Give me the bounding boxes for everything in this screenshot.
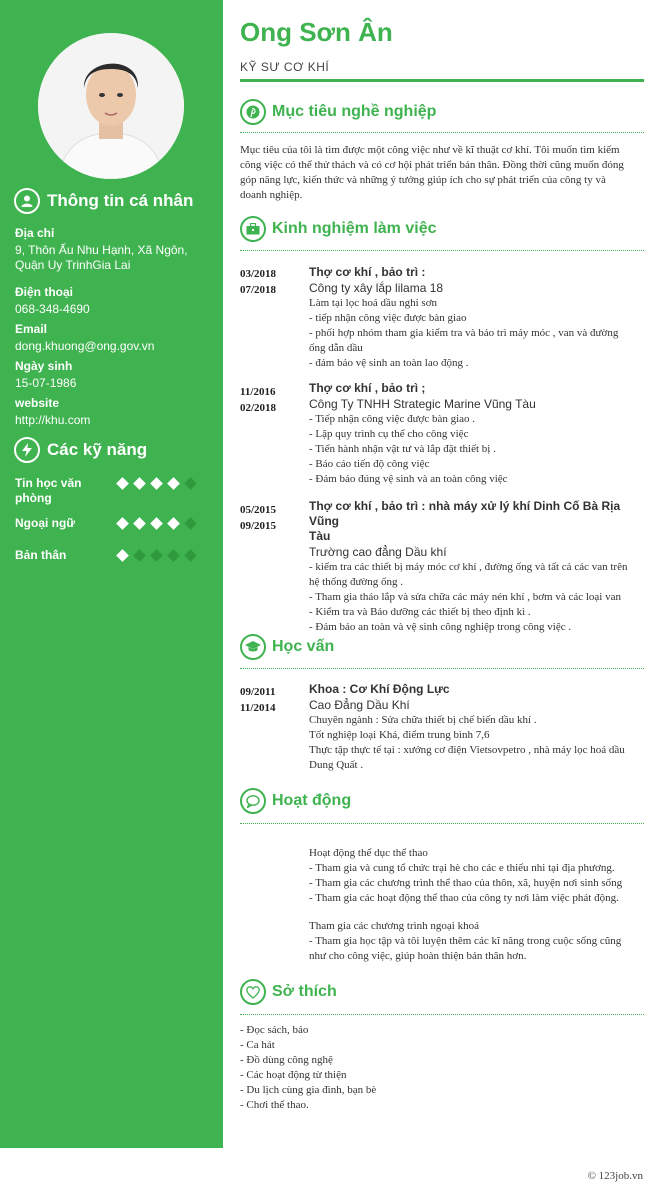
rating-diamond-empty: [150, 549, 163, 562]
rating-diamond-filled: [116, 477, 129, 490]
job-entry: [309, 381, 649, 487]
activity-line: - Tham gia các hoạt động thể thao của công ty nơi làm việc phát động.: [309, 892, 619, 904]
date-to: 02/2018: [240, 402, 277, 414]
job-detail: - Đảm bảo an toàn và vệ sinh công nghiệp trong công việc .: [309, 621, 572, 633]
hobbies-heading: [240, 979, 337, 1005]
job-detail: - kiểm tra các thiết bị máy móc cơ khí , đường ống và tất cả các van trên: [309, 561, 628, 573]
rating-diamond-filled: [150, 477, 163, 490]
skills-title: Các kỹ năng: [47, 440, 148, 459]
job-company: Trường cao đẳng Dầu khí: [309, 545, 447, 559]
education-detail: Chuyên ngành : Sửa chữa thiết bị chế biến dầu khí .: [309, 714, 537, 726]
rating-diamond-filled: [167, 517, 180, 530]
speech-bubble-icon: [240, 788, 266, 814]
date-from: 09/2011: [240, 686, 276, 698]
rating-diamond-empty: [184, 517, 197, 530]
skill-name: Ngoại ngữ: [15, 516, 76, 530]
section-divider: [240, 132, 644, 133]
job-title: Thợ cơ khí , bảo trì ;: [309, 381, 426, 395]
activities-heading: [240, 788, 351, 814]
graduation-cap-icon: [240, 634, 266, 660]
objective-line: công việc có thể thử thách và có cơ hội phát triển bản thân. Đồng thời cũng muốn đóng: [240, 159, 624, 171]
education-school: Cao Đẳng Dầu Khí: [309, 698, 410, 712]
hobby-item: - Các hoạt động từ thiện: [240, 1069, 347, 1081]
experience-title: Kinh nghiệm làm việc: [272, 220, 437, 237]
education-dates: [240, 684, 275, 716]
date-from: 03/2018: [240, 268, 277, 280]
date-from: 11/2016: [240, 386, 276, 398]
address-block: [15, 226, 215, 273]
job-title-continued: Tàu: [309, 529, 331, 543]
section-divider: [240, 250, 644, 251]
rating-diamond-empty: [184, 477, 197, 490]
rating-diamond-filled: [133, 517, 146, 530]
birthdate-label: Ngày sinh: [15, 359, 73, 373]
activity-line: - Tham gia học tập và tôi luyện thêm các kĩ năng trong cuộc sống cũng: [309, 935, 622, 947]
email-block: [15, 322, 215, 354]
rating-diamond-filled: [150, 517, 163, 530]
pinterest-icon: [240, 99, 266, 125]
job-detail: hệ thống đường ống .: [309, 576, 403, 588]
hobby-item: - Ca hát: [240, 1039, 275, 1051]
date-to: 09/2015: [240, 520, 277, 532]
heart-icon: [240, 979, 266, 1005]
education-heading: [240, 634, 334, 660]
skill-row: [15, 476, 215, 506]
avatar: [38, 33, 184, 179]
objective-line: góp năng lực, kiến thức và những ý tưởng giúp ích cho sự phát triển của công ty và: [240, 174, 606, 186]
job-detail: - Tham gia tháo lắp và sửa chữa các máy nén khí , bơm và các loại van: [309, 591, 621, 603]
job-entry: [309, 499, 649, 635]
phone-value: 068-348-4690: [15, 302, 90, 316]
rating-diamond-empty: [167, 549, 180, 562]
education-entry: [309, 682, 649, 773]
job-dates: [240, 384, 276, 416]
skill-name: Tin học văn phòng: [15, 476, 82, 505]
experience-heading: [240, 216, 436, 242]
candidate-name: Ong Sơn Ân: [240, 17, 393, 47]
job-detail: - Lập quy trình cụ thể cho công việc: [309, 428, 469, 440]
section-divider: [240, 823, 644, 824]
job-detail: - Tiến hành nhận vật tư và lắp đặt thiết bị .: [309, 443, 496, 455]
education-detail: Thực tập thực tế tại : xưởng cơ điện Vietsovpetro , nhà máy lọc hoá dầu: [309, 744, 625, 756]
skill-rating: [118, 476, 203, 491]
job-detail: - tiếp nhận công việc được bàn giao: [309, 312, 467, 324]
email-label: Email: [15, 322, 48, 336]
job-company: Công ty xây lắp lilama 18: [309, 281, 444, 295]
email-value[interactable]: dong.khuong@ong.gov.vn: [15, 339, 155, 353]
skill-row: [15, 516, 215, 531]
skills-heading: [14, 437, 147, 463]
job-detail: Làm tại lọc hoá dầu nghi sơn: [309, 297, 438, 309]
education-title: Học vấn: [272, 638, 335, 655]
address-label: Địa chỉ: [15, 226, 55, 240]
job-detail: - Đảm bảo đúng vệ sinh và an toàn công việc: [309, 473, 508, 485]
activity-line: Hoạt động thể dục thể thao: [309, 847, 428, 859]
user-icon: [14, 188, 40, 214]
skill-rating: [118, 516, 203, 531]
rating-diamond-filled: [116, 517, 129, 530]
rating-diamond-filled: [116, 549, 129, 562]
activity-line: - Tham gia và cung tổ chức trại hè cho các e thiếu nhi tại địa phương.: [309, 862, 615, 874]
personal-info-title: Thông tin cá nhân: [47, 191, 194, 210]
skill-rating: [118, 548, 203, 563]
date-to: 11/2014: [240, 702, 276, 714]
objective-heading: [240, 99, 436, 125]
job-detail: - đảm bảo vệ sinh an toàn lao động .: [309, 357, 469, 369]
skill-row: [15, 548, 215, 563]
rating-diamond-empty: [133, 549, 146, 562]
hobby-item: - Chơi thể thao.: [240, 1099, 309, 1111]
job-dates: [240, 266, 276, 298]
education-detail: Dung Quất .: [309, 759, 364, 771]
section-divider: [240, 668, 644, 669]
job-detail: - phối hợp nhóm tham gia kiểm tra và bảo trì máy móc , van và đường: [309, 327, 619, 339]
date-from: 05/2015: [240, 504, 277, 516]
education-detail: Tốt nghiệp loại Khá, điểm trung bình 7,6: [309, 729, 490, 741]
website-label: website: [15, 396, 60, 410]
rating-diamond-empty: [184, 549, 197, 562]
job-company: Công Ty TNHH Strategic Marine Vũng Tàu: [309, 397, 536, 411]
hobbies-list: [240, 1023, 620, 1113]
birthdate-block: [15, 359, 215, 391]
address-value: 9, Thôn Ấu Nhu Hạnh, Xã Ngôn, Quận Uy TrinhGia Lai: [15, 243, 188, 272]
job-detail: - Tiếp nhận công việc được bàn giao .: [309, 413, 476, 425]
personal-info-heading: [14, 188, 193, 214]
header-divider: [240, 79, 644, 82]
sidebar: [0, 0, 223, 1148]
rating-diamond-filled: [133, 477, 146, 490]
activities-title: Hoạt động: [272, 792, 352, 809]
activity-line: Tham gia các chương trình ngoại khoá: [309, 920, 480, 932]
objective-title: Mục tiêu nghề nghiệp: [272, 103, 437, 120]
skill-name: Bản thân: [15, 548, 67, 562]
activity-line: như cho công việc, giúp hoàn thiện bản thân hơn.: [309, 950, 527, 962]
section-divider: [240, 1014, 644, 1015]
activities-group: [309, 919, 649, 964]
job-title: Thợ cơ khí , bảo trì :: [309, 265, 426, 279]
objective-line: doanh nghiệp.: [240, 189, 303, 201]
job-dates: [240, 502, 276, 534]
avatar-photo: [38, 33, 184, 179]
job-title: Thợ cơ khí , bảo trì : nhà máy xử lý khí Dinh Cố Bà Rịa Vũng: [309, 499, 621, 528]
website-block: [15, 396, 215, 428]
footer-copyright[interactable]: © 123job.vn: [587, 1170, 643, 1182]
activity-line: - Tham gia các chương trình thể thao của thôn, xã, huyện nơi sinh sống: [309, 877, 623, 889]
briefcase-icon: [240, 216, 266, 242]
date-to: 07/2018: [240, 284, 277, 296]
phone-label: Điện thoại: [15, 285, 74, 299]
lightning-icon: [14, 437, 40, 463]
objective-line: Mục tiêu của tôi là tìm được một công việc như về kĩ thuật cơ khí. Tôi muốn tìm kiếm: [240, 144, 620, 156]
activities-group: [309, 846, 649, 906]
objective-text: [240, 143, 646, 203]
birthdate-value: 15-07-1986: [15, 376, 77, 390]
hobby-item: - Du lịch cùng gia đình, bạn bè: [240, 1084, 377, 1096]
hobbies-title: Sở thích: [272, 983, 337, 1000]
hobby-item: - Đồ dùng công nghệ: [240, 1054, 333, 1066]
website-value[interactable]: http://khu.com: [15, 413, 91, 427]
phone-block: [15, 285, 215, 317]
hobby-item: - Đọc sách, báo: [240, 1024, 309, 1036]
education-faculty: Khoa : Cơ Khí Động Lực: [309, 682, 450, 696]
rating-diamond-filled: [167, 477, 180, 490]
candidate-role: KỸ SƯ CƠ KHÍ: [240, 60, 330, 74]
job-detail: ống dẫn dầu: [309, 342, 363, 354]
job-detail: - Báo cáo tiến độ công việc: [309, 458, 430, 470]
job-detail: - Kiểm tra và Bảo dưỡng các thiết bị theo định kì .: [309, 606, 531, 618]
job-entry: [309, 265, 649, 371]
